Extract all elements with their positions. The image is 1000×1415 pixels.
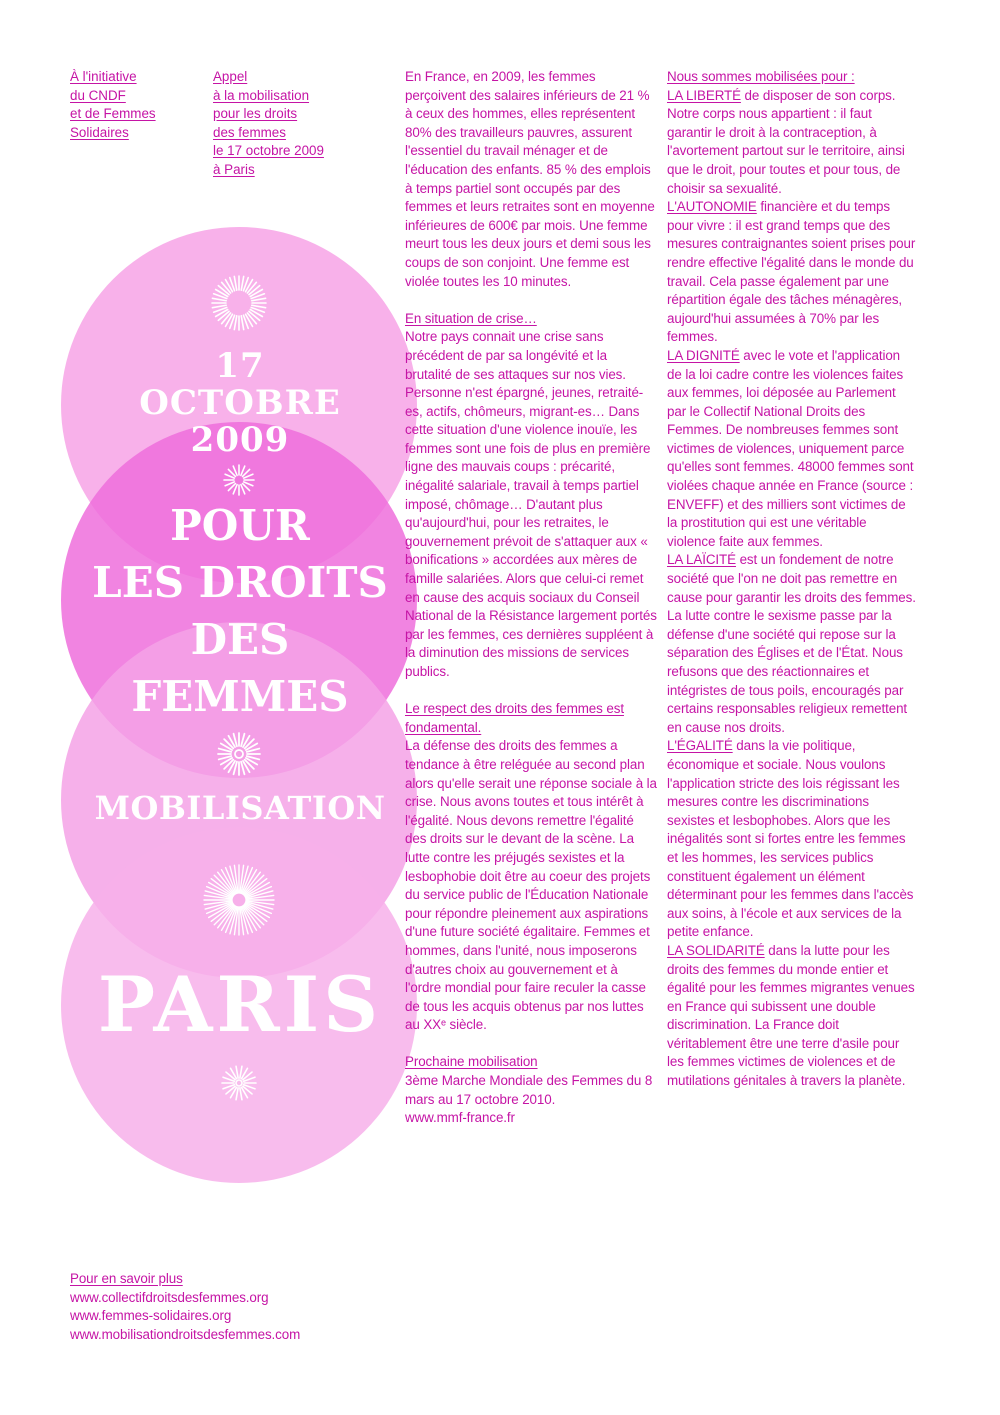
- item-text: de disposer de son corps. Notre corps nous appartient : il faut garantir le droit à la contraception, à l'avortement partout sur le territoire, ainsi que le droit, pour toutes et pour tous, de choisir sa sexualité.: [667, 87, 905, 196]
- respect-paragraph: La défense des droits des femmes a tendance à être reléguée au second plan alors qu'elle serait une réponse sociale à la crise. Nous avons toutes et tous intérêt à l'égalité. Nous devons remettre l'égalité des droits sur le devant de la scène. La lutte contre les préjugés sexistes et la lesbophobie doit être au coeur des projets du service public de l'Éducation Nationale pour répondre pleinement aux aspirations d'une future société égalitaire. Femmes et hommes, dans l'unité, nous imposerons d'autres choix au gouvernement et à l'ordre mondial pour faire reculer la casse de tous les acquis obtenus par nos luttes au XXᵉ siècle.: [405, 738, 657, 1033]
- item-text: financière et du temps pour vivre : il est grand temps que des mesures contraignantes soient prises pour rendre effective l'égalité dans le monde du travail. Cela passe également par une répartition égale des tâches ménagères, aujourd'hui assumées à 70% par les femmes.: [667, 199, 916, 345]
- date-day: 17: [215, 346, 265, 386]
- date-year: 2009: [190, 420, 290, 460]
- slogan-line: DES: [190, 615, 290, 664]
- item-key: LA LIBERTÉ: [667, 87, 741, 103]
- poster-slogan: [60, 497, 420, 725]
- appel-line: Appel: [213, 69, 248, 84]
- item-text: avec le vote et l'application de la loi cadre contre les violences faites aux femmes, loi déposée au Parlement par le Collectif National Droits des Femmes. De nombreuses femmes sont victimes de violences, uniquement parce qu'elles sont femmes. 48000 femmes sont violées chaque année en France (source : ENVEFF) et des milliers sont victimes de la prostitution qui est une véritable violence faite aux femmes.: [667, 347, 914, 549]
- crise-heading: En situation de crise…: [405, 310, 537, 326]
- poster-mobilisation: MOBILISATION: [94, 789, 386, 827]
- appel-line: à la mobilisation: [213, 87, 310, 103]
- initiative-line: Solidaires: [70, 124, 129, 140]
- slogan-line: LES DROITS: [92, 558, 388, 607]
- link-femmes-solidaires[interactable]: www.femmes-solidaires.org: [70, 1308, 232, 1324]
- appel-line: à Paris: [213, 161, 255, 177]
- link-mobilisation[interactable]: www.mobilisationdroitsdesfemmes.com: [70, 1326, 301, 1342]
- item-key: LA LAÏCITÉ: [667, 552, 736, 568]
- column-3: [667, 68, 917, 1091]
- intro-paragraph: En France, en 2009, les femmes perçoivent des salaires inférieurs de 21 % à ceux des hommes, elles représentent 80% des travailleurs pauvres, assurent l'essentiel du travail ménager et de l'éducation des enfants. 85 % des emplois à temps partiel sont occupés par des femmes et leurs retraites sont en moyenne inférieures de 600€ par mois. Une femme meurt tous les deux jours et demi sous les coups de son conjoint. Une femme est violée toutes les 10 minutes.: [405, 69, 655, 289]
- appel-line: des femmes: [213, 124, 286, 140]
- next-paragraph: 3ème Marche Mondiale des Femmes du 8 mars au 17 octobre 2010.: [405, 1073, 653, 1107]
- next-heading: Prochaine mobilisation: [405, 1054, 538, 1070]
- item-text: dans la lutte pour les droits des femmes du monde entier et égalité pour les femmes migrantes venues en France qui subissent une double discrimination. La France doit véritablement être une terre d'asile pour les femmes victimes de violences et de mutilations génitales à travers la planète.: [667, 942, 915, 1089]
- initiative-line: À l'initiative: [70, 69, 137, 84]
- item-liberte: [667, 87, 917, 199]
- item-autonomie: [667, 198, 917, 347]
- item-solidarite: [667, 942, 917, 1091]
- item-key: L'AUTONOMIE: [667, 199, 757, 215]
- slogan-line: FEMMES: [131, 672, 349, 721]
- item-key: LA SOLIDARITÉ: [667, 942, 765, 958]
- sun-icon: [221, 462, 257, 498]
- column-2: [405, 68, 657, 1128]
- initiative-line: du CNDF: [70, 87, 126, 103]
- sun-icon: [209, 273, 269, 333]
- link-collectif[interactable]: www.collectifdroitsdesfemmes.org: [70, 1289, 269, 1305]
- item-key: LA DIGNITÉ: [667, 347, 740, 363]
- respect-heading: Le respect des droits des femmes est fondamental.: [405, 701, 624, 735]
- poster-date: [60, 348, 420, 459]
- initiative-line: et de Femmes: [70, 106, 156, 122]
- footer-heading: Pour en savoir plus: [70, 1271, 183, 1286]
- sun-icon: [219, 1063, 259, 1103]
- item-text: dans la vie politique, économique et sociale. Nous voulons l'application stricte des lois régissant les mesures contre les discriminations sexistes et lesbophobes. Alors que les inégalités sont si fortes entre les femmes et les hommes, les services publics constituent également un élément déterminant pour les femmes dans l'accès aux soins, à l'école et aux services de la petite enfance.: [667, 738, 914, 940]
- item-laicite: [667, 551, 917, 737]
- appel-line: pour les droits: [213, 106, 298, 122]
- date-month: OCTOBRE: [139, 383, 341, 423]
- sun-icon: [201, 862, 277, 938]
- item-text: est un fondement de notre société que l'on ne doit pas remettre en cause pour garantir les droits des femmes. La lutte contre le sexisme passe par la défense d'une société qui repose sur la séparation des Églises et de l'État. Nous refusons que des réactionnaires et intégristes de tous poils, encouragés par certains responsables religieux remettent en cause nos droits.: [667, 552, 916, 735]
- item-dignite: [667, 347, 917, 552]
- footer-links: [70, 1270, 390, 1344]
- next-url-link[interactable]: www.mmf-france.fr: [405, 1110, 515, 1126]
- item-egalite: [667, 737, 917, 942]
- poster-city: PARIS: [97, 960, 383, 1049]
- mobilised-heading: Nous sommes mobilisées pour :: [667, 69, 855, 84]
- slogan-line: POUR: [170, 501, 310, 550]
- item-key: L'ÉGALITÉ: [667, 738, 733, 754]
- appel-line: le 17 octobre 2009: [213, 143, 324, 159]
- sun-icon: [215, 730, 263, 778]
- crise-paragraph: Notre pays connait une crise sans précédent de par sa longévité et la brutalité de ses attaques sur nos vies. Personne n'est épargné, jeunes, retraité-es, actifs, chômeurs, migrant-es… Dans cette situation d'une violence inouïe, les femmes sont une fois de plus en première ligne des mauvais coups : précarité, inégalité salariale, travail à temps partiel imposé, chômage… D'autant plus qu'aujourd'hui, pour les retraites, le gouvernement prévoit de s'attaquer aux « bonifications » accordées aux mères de famille salariées. Alors que celui-ci remet en cause des acquis sociaux du Conseil National de la Résistance largement portés par les femmes, ces dernières suppléent à la diminution des missions de services publics.: [405, 329, 657, 679]
